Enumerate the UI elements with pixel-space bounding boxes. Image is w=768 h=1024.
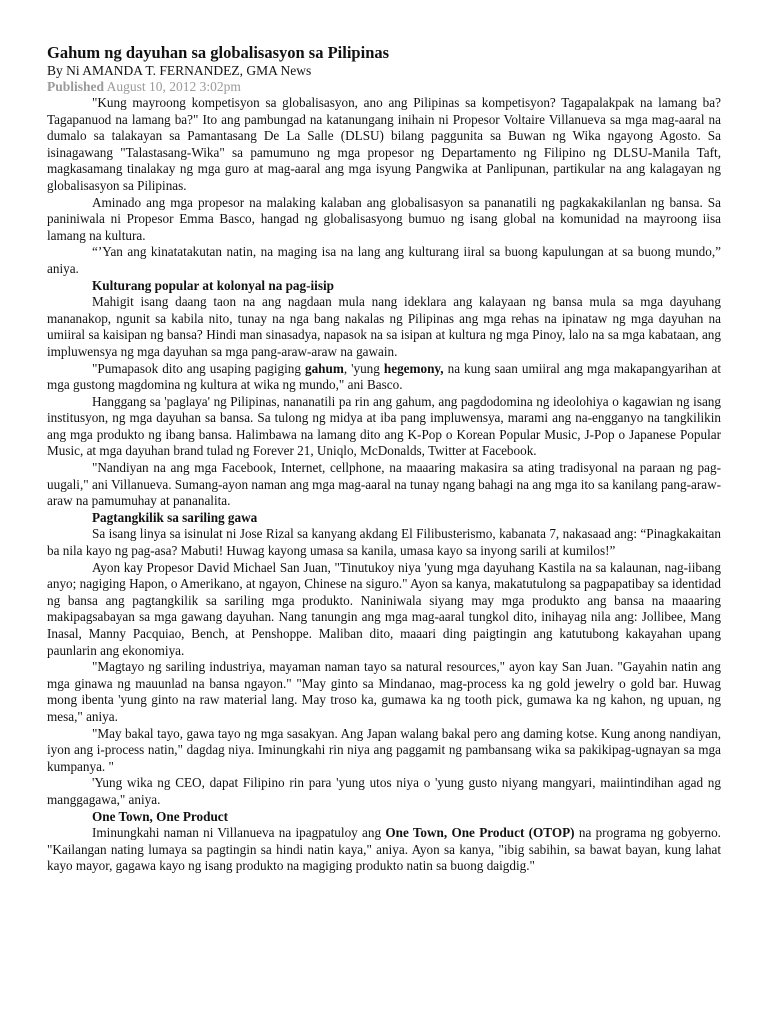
paragraph: Hanggang sa 'paglaya' ng Pilipinas, nananatili pa rin ang gahum, ang pagdodomina ng ideolohiya o kagawian ng isang institusyon, ng mga dayuhan sa bansa. Sa tulong ng midya at iba pang impluwensya, marami ang na-engganyo na tangkilikin ang mga produkto ng ibang bansa. Halimbawa na lamang dito ang K-Pop o Korean Popular Music, J-Pop o Japanese Popular Music, at mga dayuhan brand tulad ng Forever 21, Uniqlo, McDonalds, Twitter at Facebook. bbox=[47, 393, 721, 459]
section-heading: Pagtangkilik sa sariling gawa bbox=[92, 509, 258, 525]
text-run: Iminungkahi naman ni Villanueva na ipagpatuloy ang bbox=[92, 825, 386, 841]
paragraph: "May bakal tayo, gawa tayo ng mga sasakyan. Ang Japan walang bakal pero ang daming kotse. Kung anong nandiyan, iyon ang i-process natin," dagdag niya. Iminungkahi rin niya ang paggamit ng pambansang wika sa pakikipag-ugnayan sa mga kumpanya. " bbox=[47, 725, 721, 774]
paragraph: "Magtayo ng sariling industriya, mayaman naman tayo sa natural resources," ayon kay San Juan. "Gayahin natin ang mga ginawa ng mauunlad na bansa ngayon." "May ginto sa Mindanao, mag-process ka ng gold jewelry o gold bar. Huwag mong ibenta 'yung ginto na raw material lang. May troso ka, gumawa ka ng tooth pick, gumawa ka ng kahon, ng upuan, ng mesa," aniya. bbox=[47, 659, 721, 724]
article bbox=[47, 43, 721, 875]
paragraph bbox=[47, 361, 721, 394]
paragraph: "Nandiyan na ang mga Facebook, Internet, cellphone, na maaaring makasira sa ating tradisyonal na paraan ng pag-uugali," ani Villanueva. Sumang-ayon naman ang mga mag-aaral na tunay ngang bahagi na ang mga ito sa kanilang pang-araw-araw na pamumuhay at pananalita. bbox=[47, 460, 721, 509]
section-heading: One Town, One Product bbox=[92, 808, 229, 824]
article-title: Gahum ng dayuhan sa globalisasyon sa Pilipinas bbox=[47, 43, 390, 62]
keyword-gahum: gahum bbox=[304, 360, 344, 376]
paragraph: Mahigit isang daang taon na ang nagdaan mula nang ideklara ang kalayaan ng bansa mula sa mga dayuhang mananakop, ngunit sa kabila nito, tunay na nga bang nakalas ng Pilipinas ang mga rehas na ipinataw ng mga dayuhan na umiiral sa kaisipan ng bansa? Hindi man sinasadya, napasok na sa isipan at kultura ng mga Pinoy, lalo na sa mga kabataan, ang impluwensya ng mga dayuhan sa mga pang-araw-araw na gawain. bbox=[47, 294, 721, 359]
paragraph: “’Yan ang kinatatakutan natin, na maging isa na lang ang kulturang iiral sa buong kapulungan at sa buong mundo,” aniya. bbox=[47, 244, 721, 276]
published-label: Published bbox=[47, 79, 105, 94]
paragraph bbox=[47, 825, 721, 875]
paragraph: 'Yung wika ng CEO, dapat Filipino rin para 'yung utos niya o 'yung gusto niyang mangyari, maiintindihan agad ng manggagawa," aniya. bbox=[47, 775, 721, 807]
paragraph: Sa isang linya sa isinulat ni Jose Rizal sa kanyang akdang El Filibusterismo, kabanata 7, nakasaad ang: “Pinagkakaitan ba nila kayo ng pag-asa? Mabuti! Huwag kayong umasa sa kanila, umasa kayo sa inyong sarili at kumilos!” bbox=[47, 526, 721, 559]
paragraph: Aminado ang mga propesor na malaking kalaban ang globalisasyon sa pananatili ng pagkakakilanlan ng bansa. Sa paniniwala ni Propesor Emma Basco, hangad ng globalisasyong bumuo ng isang global na komunidad na mayroong iisa lamang na kultura. bbox=[47, 194, 721, 243]
text-run: na kung saan umiiral ang mga makapangyarihan at mga gustong magdomina ng kultura at wika ng mundo," ani Basco. bbox=[47, 360, 721, 393]
keyword-otop: One Town, One Product (OTOP) bbox=[385, 825, 575, 841]
paragraph: Ayon kay Propesor David Michael San Juan, "Tinutukoy niya 'yung mga dayuhang Kastila na sa kalaunan, nag-iibang anyo; nagiging Hapon, o Amerikano, at ngayon, Chinese na siguro." Ayon sa kanya, makatutulong sa pagpapatibay sa identidad ng bansa ang pagtangkilik sa sariling mga produkto. Naniniwala siyang may mga produkto ang bansa na maaaring makipagsabayan sa mga gawang dayuhan. Nang tanungin ang mga mag-aaral tungkol dito, inihayag nila ang: Jollibee, Mang Inasal, Manny Pacquiao, Bench, at Penshoppe. Maliban dito, maaari ding paigtingin ang katutubong kakayahan upang paunlarin ang ekonomiya. bbox=[47, 559, 721, 658]
keyword-hegemony: hegemony, bbox=[383, 360, 444, 376]
text-run: , 'yung bbox=[343, 360, 384, 376]
published-line bbox=[47, 79, 721, 95]
section-heading: Kulturang popular at kolonyal na pag-iisip bbox=[92, 277, 334, 293]
text-run: na programa ng gobyerno. "Kailangan nating lumaya sa pagtingin sa hindi natin kaya," aniya. Ayon sa kanya, "ibig sabihin, sa bawat bayan, kung lahat kayo mayor, gagawa kayo ng isang produkto na magiging produkto natin sa buong daigdig." bbox=[47, 825, 721, 874]
article-byline: By Ni AMANDA T. FERNANDEZ, GMA News bbox=[47, 63, 312, 78]
published-date: August 10, 2012 3:02pm bbox=[106, 79, 241, 94]
text-run: "Pumapasok dito ang usaping pagiging bbox=[92, 360, 305, 376]
paragraph: "Kung mayroong kompetisyon sa globalisasyon, ano ang Pilipinas sa kompetisyon? Tagapalakpak na lamang ba? Tagapanuod na lamang ba?" Ito ang pambungad na katanungang inihain ni Propesor Voltaire Villanueva sa mga mag-aaral na dumalo sa talakayan sa Pamantasang De La Salle (DLSU) bilang paggunita sa Buwan ng Wika ngayong Agosto. Sa isinagawang "Talastasang-Wika" sa pamumuno ng mga propesor ng Departamento ng Filipino ng DLSU-Manila Taft, magkasamang tinalakay ng mga guro at mag-aaral ang mga isyung Pangwika at Panlipunan, partikular na ang kalagayan ng globalisasyon sa Pilipinas. bbox=[47, 95, 721, 193]
